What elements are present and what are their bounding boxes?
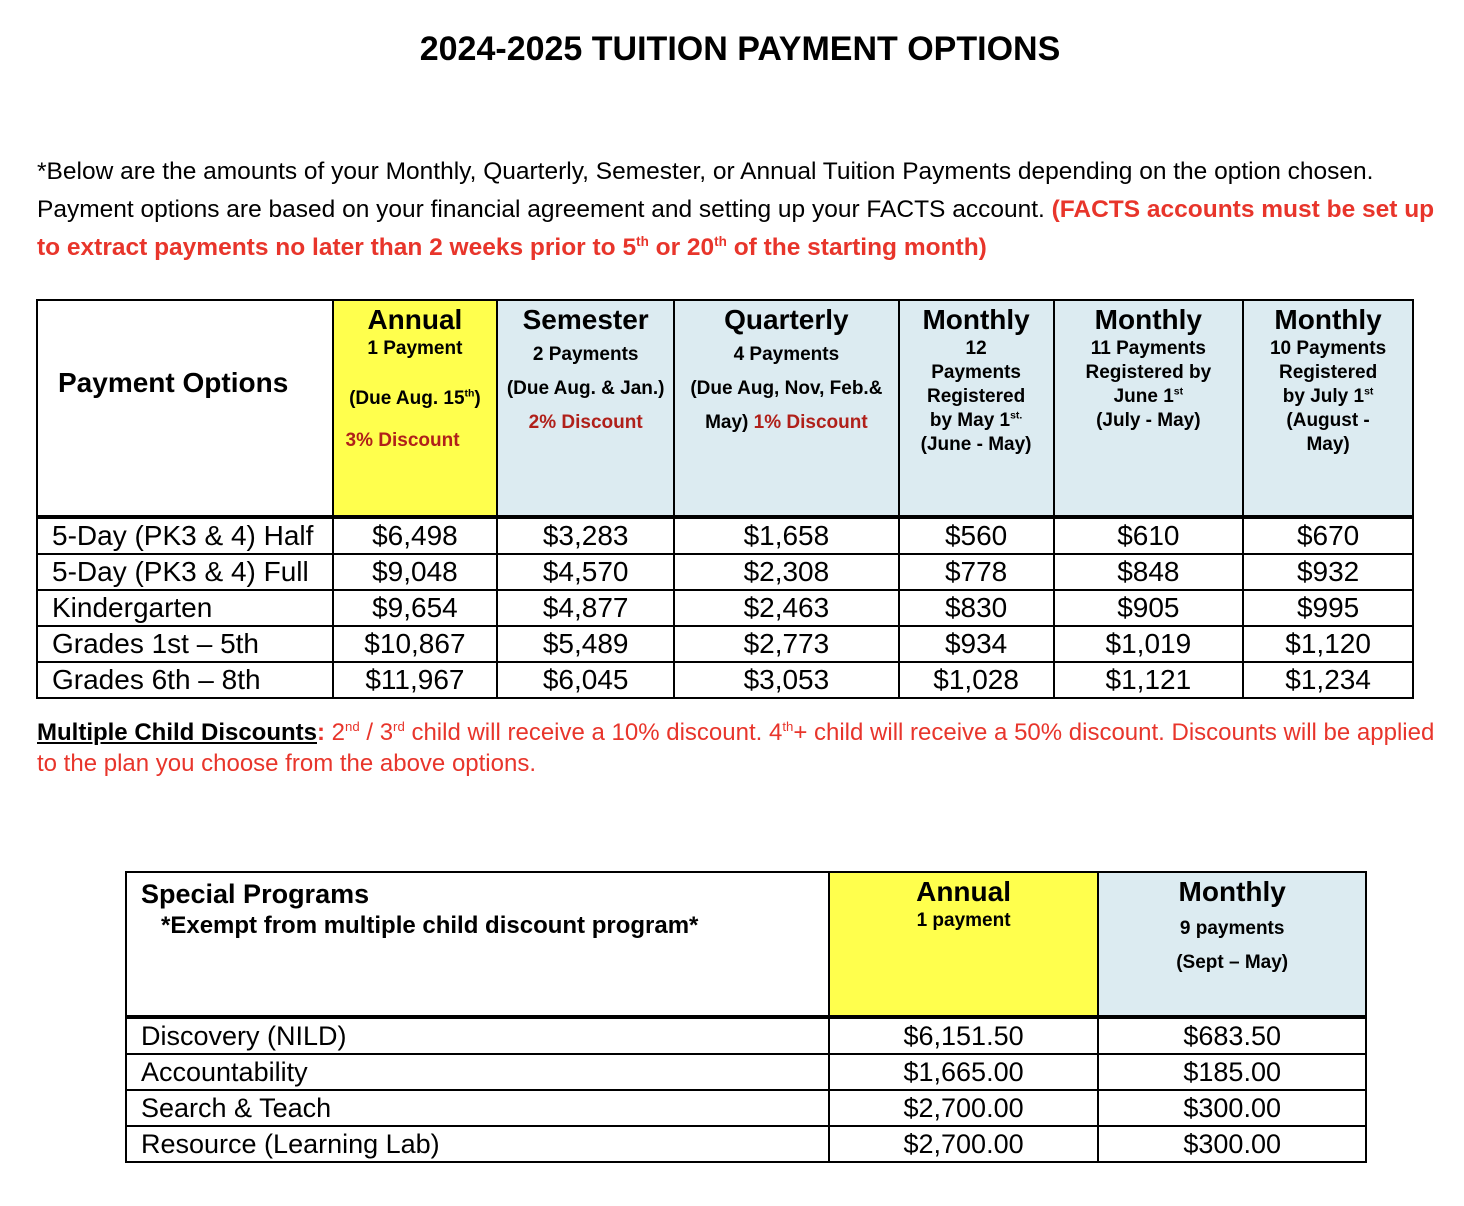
cell-monthly-12: $830 [899, 590, 1054, 626]
cell-monthly-11: $905 [1054, 590, 1244, 626]
col-header-annual: Annual 1 payment [829, 872, 1099, 1017]
cell-semester: $4,877 [497, 590, 674, 626]
col-header-semester: Semester 2 Payments (Due Aug. & Jan.) 2% Discount [497, 300, 674, 517]
facts-warning: (FACTS accounts must be set up to extract payments no later than 2 weeks prior to 5th or 20th of the starting month) [37, 196, 1435, 261]
cell-monthly-11: $610 [1054, 517, 1244, 554]
cell-monthly-11: $848 [1054, 554, 1244, 590]
table-row [37, 626, 1413, 662]
cell-annual: $1,665.00 [829, 1054, 1099, 1090]
cell-monthly-11: $1,019 [1054, 626, 1244, 662]
cell-semester: $6,045 [497, 662, 674, 698]
row-label: 5-Day (PK3 & 4) Half [37, 517, 333, 554]
program-label: Resource (Learning Lab) [126, 1126, 829, 1162]
table-row [37, 590, 1413, 626]
cell-quarterly: $2,773 [674, 626, 899, 662]
col-header-quarterly: Quarterly 4 Payments (Due Aug, Nov, Feb.& May) 1% Discount [674, 300, 899, 517]
cell-monthly: $300.00 [1098, 1090, 1366, 1126]
multiple-child-label: Multiple Child Discounts [37, 719, 317, 746]
cell-monthly: $185.00 [1098, 1054, 1366, 1090]
table-row [37, 554, 1413, 590]
cell-semester: $4,570 [497, 554, 674, 590]
tuition-table [36, 299, 1414, 699]
cell-monthly: $300.00 [1098, 1126, 1366, 1162]
intro-paragraph [37, 153, 1447, 267]
page-title: 2024-2025 TUITION PAYMENT OPTIONS [419, 30, 1061, 68]
cell-monthly-10: $1,120 [1243, 626, 1413, 662]
col-header-monthly: Monthly 9 payments (Sept – May) [1098, 872, 1366, 1017]
program-label: Discovery (NILD) [126, 1017, 829, 1054]
cell-monthly-12: $560 [899, 517, 1054, 554]
col-header-monthly-11: Monthly 11 Payments Registered by June 1st (July - May) [1054, 300, 1244, 517]
tuition-header-row [37, 300, 1413, 517]
cell-quarterly: $3,053 [674, 662, 899, 698]
cell-monthly-10: $995 [1243, 590, 1413, 626]
cell-annual: $11,967 [333, 662, 498, 698]
multiple-child-discounts: Multiple Child Discounts: 2nd / 3rd child will receive a 10% discount. 4th+ child will receive a 50% discount. Discounts will be applied to the plan you choose from the above options. [37, 719, 1435, 777]
cell-semester: $5,489 [497, 626, 674, 662]
payment-options-header: Payment Options [37, 300, 333, 517]
cell-annual: $10,867 [333, 626, 498, 662]
cell-annual: $6,151.50 [829, 1017, 1099, 1054]
table-row [37, 662, 1413, 698]
special-programs-table [125, 871, 1367, 1163]
cell-quarterly: $2,308 [674, 554, 899, 590]
program-label: Accountability [126, 1054, 829, 1090]
cell-monthly-10: $932 [1243, 554, 1413, 590]
intro-text: *Below are the amounts of your Monthly, Quarterly, Semester, or Annual Tuition Payments depending on the option chosen. Payment options are based on your financial agreement and setting up your FACTS account. [37, 158, 1374, 223]
table-row [126, 1090, 1366, 1126]
table-row [126, 1054, 1366, 1090]
cell-annual: $2,700.00 [829, 1126, 1099, 1162]
program-label: Search & Teach [126, 1090, 829, 1126]
col-header-monthly-12: Monthly 12 Payments Registered by May $1^{st.}$ (June - May) [899, 300, 1054, 517]
cell-monthly-12: $1,028 [899, 662, 1054, 698]
table-row [37, 517, 1413, 554]
cell-annual: $2,700.00 [829, 1090, 1099, 1126]
table-row [126, 1017, 1366, 1054]
cell-quarterly: $1,658 [674, 517, 899, 554]
cell-monthly-12: $778 [899, 554, 1054, 590]
row-label: Grades 6th – 8th [37, 662, 333, 698]
cell-monthly-10: $670 [1243, 517, 1413, 554]
special-programs-header: Special Programs *Exempt from multiple child discount program* [126, 872, 829, 1017]
cell-annual: $9,654 [333, 590, 498, 626]
cell-monthly: $683.50 [1098, 1017, 1366, 1054]
cell-annual: $9,048 [333, 554, 498, 590]
row-label: 5-Day (PK3 & 4) Full [37, 554, 333, 590]
special-header-row [126, 872, 1366, 1017]
row-label: Grades 1st – 5th [37, 626, 333, 662]
row-label: Kindergarten [37, 590, 333, 626]
cell-annual: $6,498 [333, 517, 498, 554]
col-header-annual: Annual 1 Payment (Due Aug. 15th) 3% Discount [333, 300, 498, 517]
col-header-monthly-10: Monthly 10 Payments Registered by July 1st (August - May) [1243, 300, 1413, 517]
table-row [126, 1126, 1366, 1162]
cell-monthly-10: $1,234 [1243, 662, 1413, 698]
cell-semester: $3,283 [497, 517, 674, 554]
cell-monthly-11: $1,121 [1054, 662, 1244, 698]
cell-monthly-12: $934 [899, 626, 1054, 662]
cell-quarterly: $2,463 [674, 590, 899, 626]
